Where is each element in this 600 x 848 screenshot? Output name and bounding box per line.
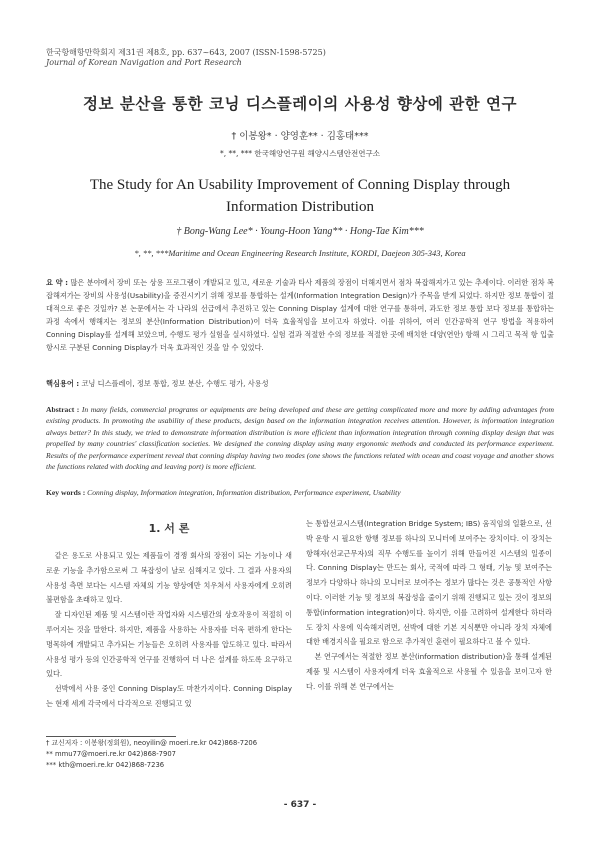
abstract-english-text: In many fields, commercial programs or equipments are being developed and these are getting complicated more and more by adding advantages from existing products. In promoting the usability of these products, design based on the information integration receives attention. However, is information integration always better? In this study, we tried to demonstrate information distribution is more efficient than information integration through conning display design that was propelled by many countries' classification societies. We designed the conning display using many ergonomic methods and conducted its performance experiment. Results of the performance experiment reveal that conning display having two modes (one shows the functions related with ocean and coast voyage and another shows the functions related with docking and leaving port) is more efficient. <box>46 405 554 472</box>
page-number: - 637 - <box>283 800 317 810</box>
keywords-korean-text: 코닝 디스플레이, 정보 통합, 정보 분산, 수행도 평가, 사용성 <box>81 379 269 388</box>
body-paragraph: 선박에서 사용 중인 Conning Display도 마찬가지이다. Conning Display는 현재 세계 각국에서 다각적으로 진행되고 있 <box>46 684 292 708</box>
body-column-left <box>46 517 292 712</box>
authors-korean: † 이봉왕* · 양영훈** · 김홍태*** <box>231 131 369 142</box>
abstract-korean <box>46 276 554 354</box>
footnote-divider <box>46 736 176 737</box>
footnotes <box>46 738 336 771</box>
abstract-english <box>46 404 554 472</box>
journal-citation: 한국항해항만학회지 제31권 제8호, pp. 637~643, 2007 (ISSN-1598-5725) <box>46 48 326 57</box>
keywords-english-text: Conning display, Information integration, Information distribution, Performance experiment, Usability <box>87 488 401 497</box>
body-paragraph: 같은 용도로 사용되고 있는 제품들이 경쟁 회사의 장점이 되는 기능이나 새로운 기능을 추가함으로써 그 복잡성이 날로 심해지고 있다. 그 결과 사용자의 사용성 측면 보다는 시스템 자체의 기능 향상에만 치우쳐서 사용자에게 오히려 불편함을 초래하고 있다. <box>46 551 292 605</box>
affiliation-english: *, **, ***Maritime and Ocean Engineering Research Institute, KORDI, Daejeon 305-343, Korea <box>134 248 466 258</box>
footnote-author-3: *** kth@moeri.re.kr 042)868-7236 <box>46 761 165 769</box>
paper-title-english: The Study for An Usability Improvement of Conning Display through Information Distribution <box>89 177 511 215</box>
paper-title-korean: 정보 분산을 통한 코닝 디스플레이의 사용성 향상에 관한 연구 <box>83 95 517 113</box>
journal-header <box>46 48 326 68</box>
body-paragraph: 본 연구에서는 적절한 정보 분산(information distribution)을 통해 설계된 제품 및 시스템이 사용자에게 더욱 효율적으로 사용될 수 있음을 보이고자 한다. 이를 위해 본 연구에서는 <box>306 652 552 691</box>
affiliation-korean: *, **, *** 한국해양연구원 해양시스템안전연구소 <box>220 149 380 158</box>
keywords-english <box>46 488 554 497</box>
keywords-english-label: Key words : <box>46 488 86 497</box>
journal-name-en: Journal of Korean Navigation and Port Research <box>46 58 242 67</box>
body-paragraph: 잘 디자인된 제품 및 시스템이란 작업자와 시스템간의 상호작용이 적절히 이루어지는 것을 말한다. 하지만, 제품을 사용하는 사용자를 더욱 편하게 한다는 명목하에 개발되고 추가되는 기능들은 오히려 사용자를 압도하고 있다. 따라서 사용성 평가 등의 인간공학적 연구를 진행하여 더 나은 설계를 하도록 요구하고 있다. <box>46 610 292 679</box>
footnote-author-2: ** mmu77@moeri.re.kr 042)868-7907 <box>46 750 176 758</box>
keywords-korean-label: 핵심용어 : <box>46 379 80 388</box>
keywords-korean <box>46 379 554 389</box>
abstract-korean-text: 많은 분야에서 장비 또는 상용 프로그램이 개발되고 있고, 새로운 기술과 타사 제품의 장점이 더해지면서 점차 복잡해져가고 있는 추세이다. 이러한 점차 복잡해져가는 장비의 사용성(Usability)을 증진시키기 위해 정보를 통합하는 설계(Information Integration Design)가 주목을 받게 되었다. 하지만 정보 통합이 절대적으로 좋은 것일까? 본 논문에서는 각 나라의 선급에서 추진하고 있는 Conning Display 설계에 대한 연구를 통하여, 과도한 정보 통합 보다 정보를 통합하는 과정 속에서 행해지는 정보의 분산(Information Distribution)이 더욱 효율적임을 보이고자 하였다. 이를 위하여, 여러 인간공학적 연구 방법을 적용하여 Conning Display를 설계해 보았으며, 수행도 평가 실험을 실시하였다. 실험 결과 적절한 수의 정보를 적절한 곳에 배치한 대양(연안) 항해 시 그리고 목적 항 입출항시로 구분된 Conning Display가 더욱 효과적인 것을 알 수 있었다. <box>46 278 554 352</box>
body-paragraph: 는 통합선교시스템(Integration Bridge System; IBS) 움직임의 일환으로, 선박 운항 시 필요한 항행 정보를 하나의 모니터에 보여주는 장치이다. 이 장치는 항해자(선교근무자)의 직무 수행도를 높이기 위해 만들어진 시스템의 일종이다. Conning Display는 만드는 회사, 국적에 따라 그 형태, 기능 및 보여주는 정보가 다양하나 하나의 모니터로 보여주는 정보가 많다는 것은 공통적인 사항이다. 이러한 기능 및 정보의 복잡성을 줄이기 위해 진행되고 있는 것이 정보의 통합(information integration)이다. 하지만, 이를 고려하여 설계한다 하더라도 장치 사용에 익숙해지려면, 선박에 대한 기본 지식뿐만 아니라 장치 자체에 대한 배경지식을 필요로 함으로 추가적인 훈련이 필요하다고 볼 수 있다. <box>306 519 552 647</box>
abstract-korean-label: 요 약 : <box>46 278 69 287</box>
footnote-corresponding-author: † 교신저자 : 이봉왕(정회원), neoyilin@ moeri.re.kr 042)868-7206 <box>46 739 258 747</box>
authors-english: † Bong-Wang Lee* · Young-Hoon Yang** · Hong-Tae Kim*** <box>176 226 424 237</box>
section-heading: 1. 서 론 <box>148 522 190 535</box>
abstract-english-label: Abstract : <box>46 405 80 414</box>
body-column-right <box>306 517 552 695</box>
